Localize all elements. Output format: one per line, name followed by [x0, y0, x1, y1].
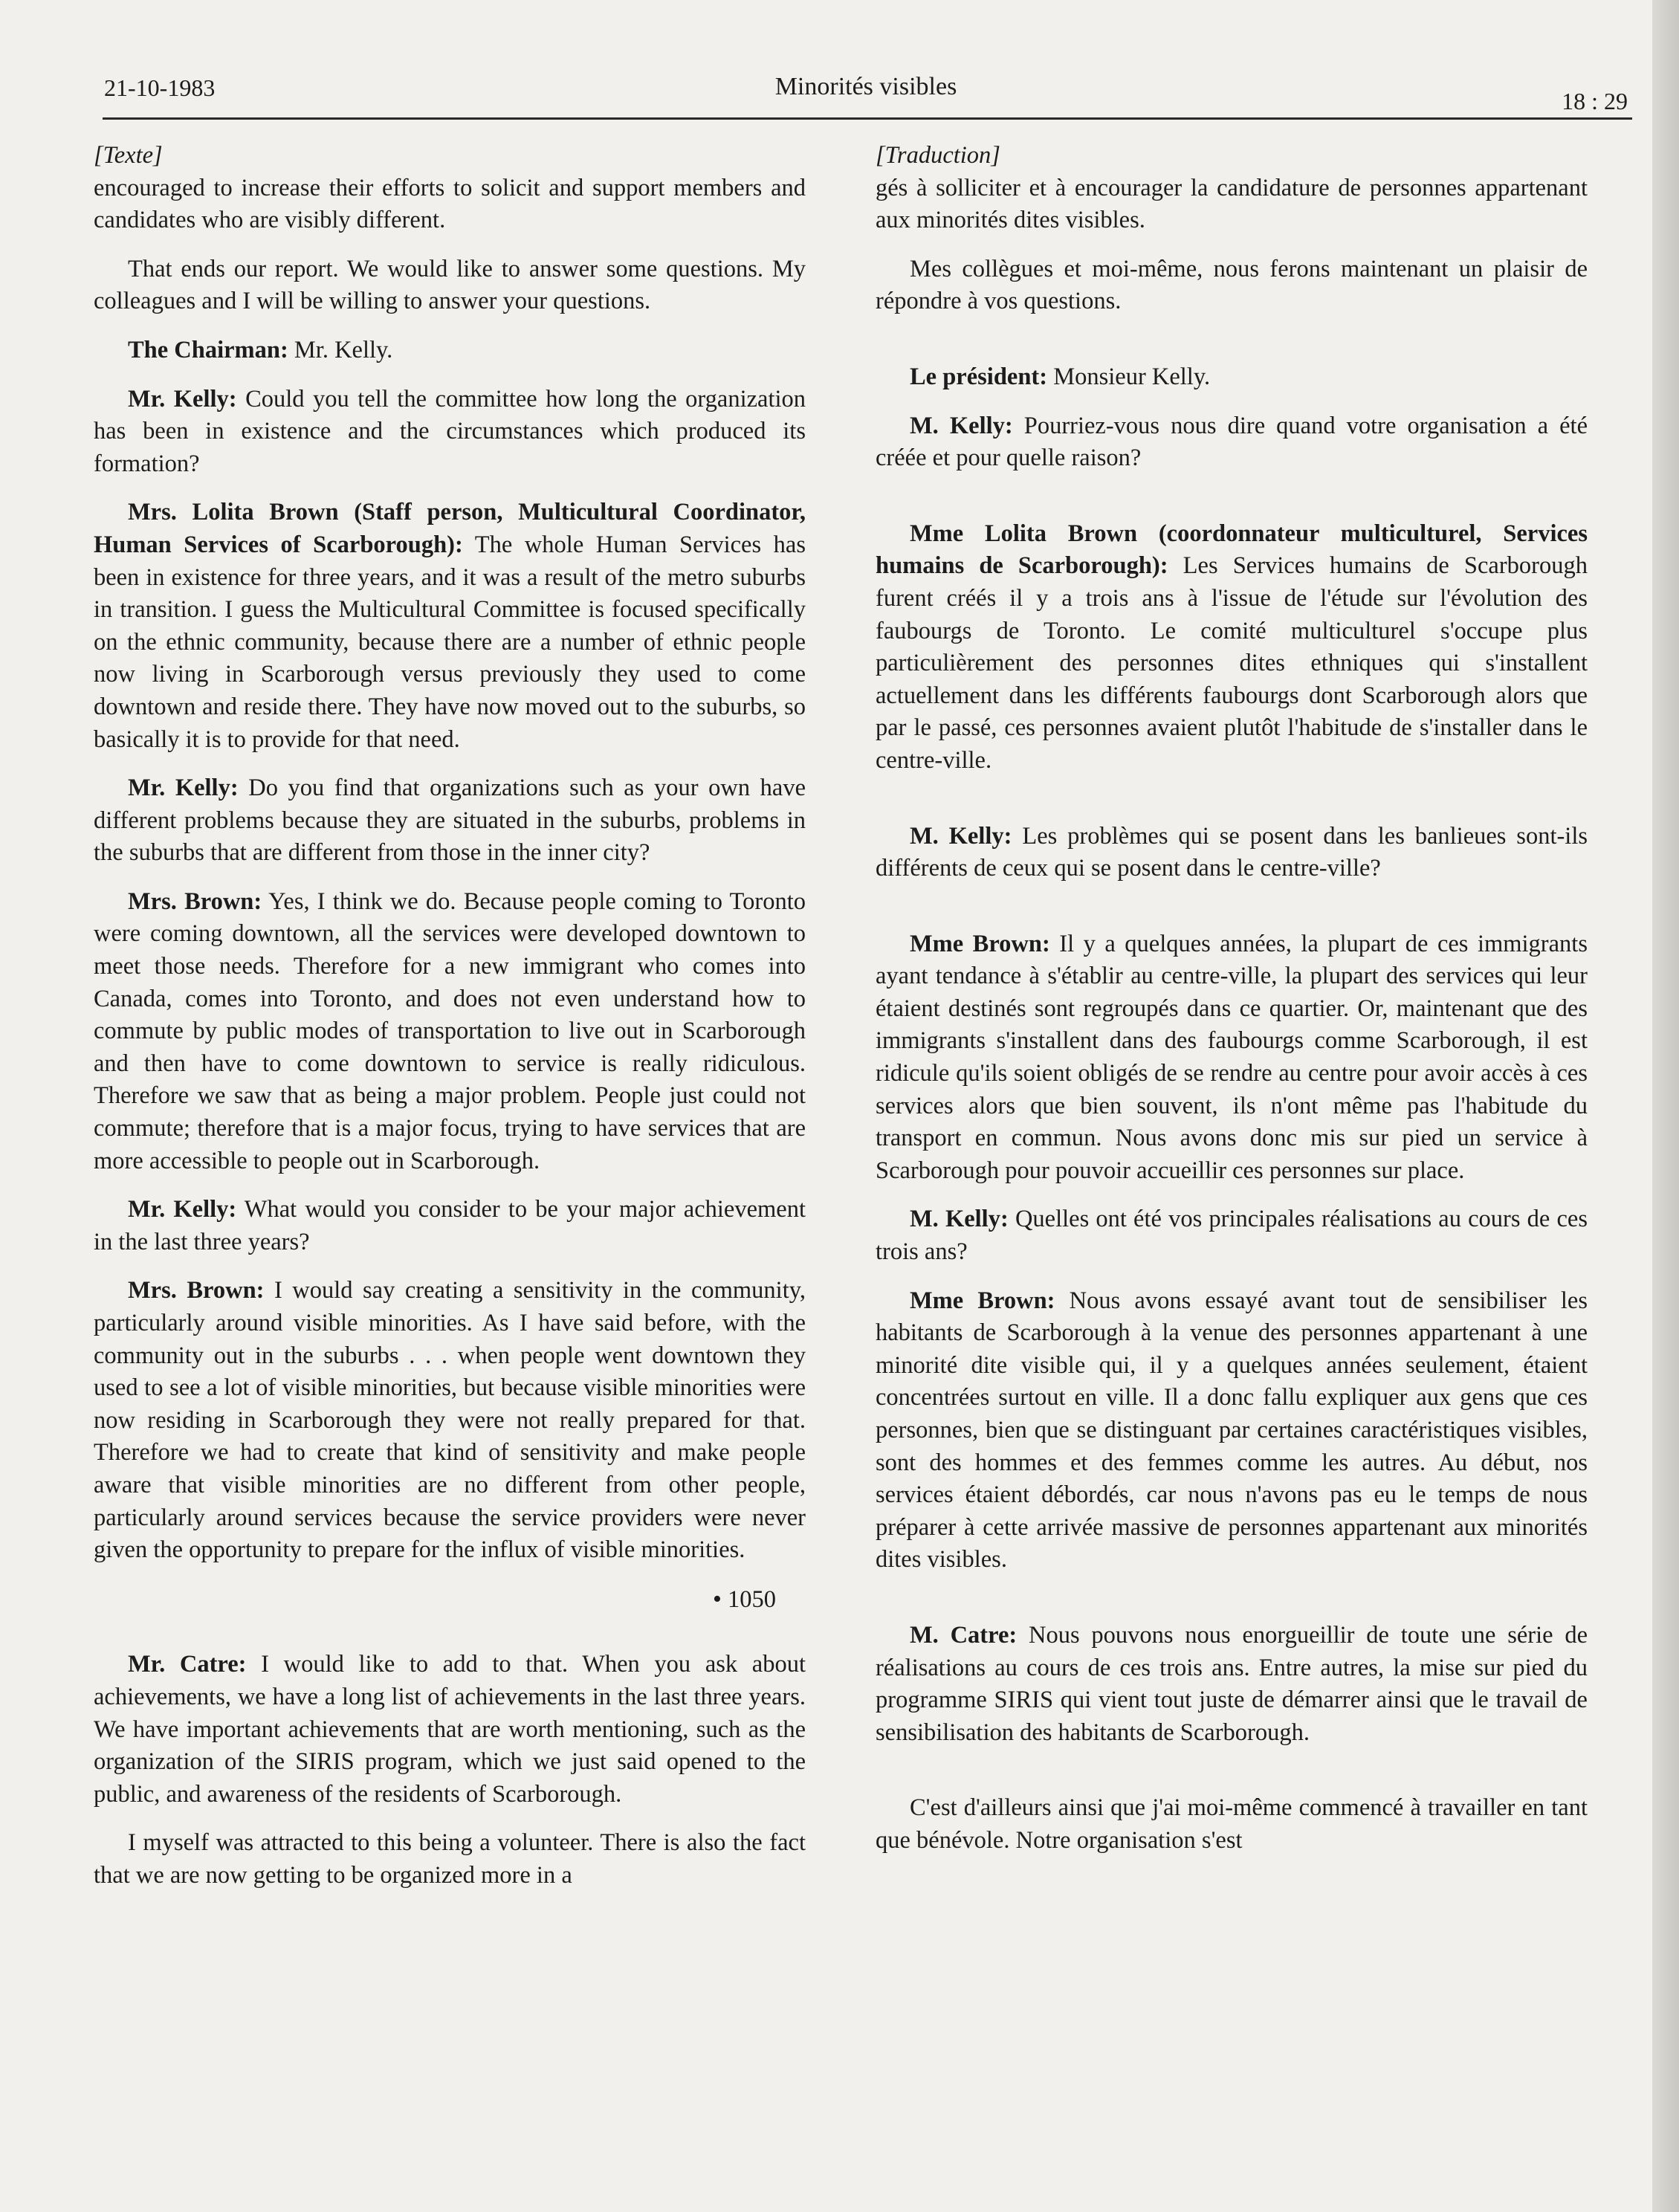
paragraph: Mes collègues et moi-même, nous ferons maintenant un plaisir de répondre à vos questions.: [876, 255, 1588, 315]
column-label: [Texte]: [94, 142, 163, 169]
speaker-name: Mrs. Lolita Brown (Staff person, Multicultural Coordinator, Human Services of Scarborough):: [94, 499, 806, 558]
paragraph: [94, 1649, 806, 1811]
paragraph: [876, 1285, 1588, 1576]
speaker-name: Mr. Kelly:: [128, 1196, 237, 1223]
speech-text: Could you tell the committee how long the organization has been in existence and the circumstances which produced its formation?: [94, 385, 806, 477]
speech-text: I would like to add to that. When you ask about achievements, we have a long list of achievements in the last three years. We have important achievements that are worth mentioning, such as the organization of the SIRIS program, which we just said opened to the public, and awareness of the residents of Scarborough.: [94, 1651, 806, 1808]
speaker-name: M. Kelly:: [910, 1206, 1009, 1233]
speech-text: Quelles ont été vos principales réalisations au cours de ces trois ans?: [876, 1206, 1588, 1266]
paragraph: [94, 1275, 806, 1566]
speaker-name: Mrs. Brown:: [128, 887, 262, 915]
paragraph: [876, 361, 1588, 394]
header-page-number: 18 : 29: [1562, 88, 1628, 114]
time-marker-value: 1050: [728, 1585, 776, 1613]
speaker-name: Le président:: [910, 363, 1048, 390]
bullet-icon: •: [712, 1585, 722, 1613]
english-column: [94, 140, 806, 1909]
header-title: Minorités visibles: [774, 73, 957, 100]
speaker-name: M. Catre:: [910, 1621, 1018, 1649]
speech-text: Les Services humains de Scarborough furent créés il y a trois ans à l'issue de l'étude sur l'évolution des faubourgs de Toronto. Le comité multiculturel s'occupe plus particulièrement des personnes dites ethniques qui s'installent actuellement dans les différents faubourgs dont Scarborough alors que par le passé, ces personnes avaient plutôt l'habitude de s'installer dans le centre-ville.: [876, 552, 1588, 774]
speech-text: Mr. Kelly.: [288, 336, 393, 363]
paragraph: [876, 928, 1588, 1188]
paragraph: [94, 497, 806, 756]
speech-text: Nous pouvons nous enorgueillir de toute une série de réalisations au cours de ces trois ans. Entre autres, la mise sur pied du programme SIRIS qui vient tout juste de démarrer ainsi que le travail de sensibilisation des habitants de Scarborough.: [876, 1621, 1588, 1746]
spacer: [876, 491, 1588, 518]
time-marker: [94, 1583, 776, 1617]
french-column: [876, 140, 1588, 1874]
paragraph: gés à solliciter et à encourager la candidature de personnes appartenant aux minorités dites visibles.: [876, 174, 1588, 234]
speech-text: Il y a quelques années, la plupart de ces immigrants ayant tendance à s'établir au centre-ville, la plupart des services qui leur étaient destinés sont regroupés dans ce quartier. Or, maintenant que des immigrants s'installent dans des faubourgs comme Scarborough, il est ridicule qu'ils soient obligés de se rendre au centre pour avoir accès à ces services alors que bien souvent, ils n'ont même pas l'habitude du transport en commun. Nous avons donc mis sur pied un service à Scarborough pour pouvoir accueillir ces personnes sur place.: [876, 930, 1588, 1184]
speaker-name: Mme Brown:: [910, 930, 1050, 957]
spacer: [876, 794, 1588, 821]
paragraph: That ends our report. We would like to answer some questions. My colleagues and I will be willing to answer your questions.: [94, 255, 806, 315]
speech-text: Nous avons essayé avant tout de sensibiliser les habitants de Scarborough à la venue des personnes appartenant à une minorité dite visible qui, il y a quelques années seulement, étaient concentrées surtout en ville. Il a donc fallu expliquer aux gens que ces personnes, bien que se distinguant par certaines caractéristiques visibles, sont des hommes et des femmes comme les autres. Au début, nos services étaient débordés, car nous n'avons pas eu le temps de nous préparer à cette arrivée massive de personnes appartenant aux minorités dites visibles.: [876, 1287, 1588, 1574]
speech-text: The whole Human Services has been in existence for three years, and it was a result of the metro suburbs in transition. I guess the Multicultural Committee is focused specifically on the ethnic community, because there are a number of ethnic people now living in Scarborough versus previously they used to come downtown and reside there. They have now moved out to the suburbs, so basically it is to provide for that need.: [94, 531, 806, 753]
speaker-name: Mr. Catre:: [128, 1651, 247, 1678]
speech-text: Les problèmes qui se posent dans les banlieues sont-ils différents de ceux qui se posent dans le centre-ville?: [876, 822, 1588, 882]
page-header: [104, 70, 1628, 116]
speech-text: I would say creating a sensitivity in the community, particularly around visible minorities. As I have said before, with the community out in the suburbs . . . when people went downtown they used to see a lot of visible minorities, but because visible minorities were now residing in Scarborough they were not really prepared for that. Therefore we had to create that kind of sensitivity and make people aware that visible minorities are no different from other people, particularly around services because the service providers were never given the opportunity to prepare for the influx of visible minorities.: [94, 1277, 806, 1564]
paragraph: [876, 1620, 1588, 1749]
paragraph: C'est d'ailleurs ainsi que j'ai moi-même commencé à travailler en tant que bénévole. Notre organisation s'est: [876, 1794, 1588, 1854]
speech-text: Do you find that organizations such as your own have different problems because they are situated in the suburbs, problems in the suburbs that are different from those in the inner city?: [94, 774, 806, 867]
speaker-name: Mrs. Brown:: [128, 1277, 265, 1304]
spacer: [876, 1593, 1588, 1620]
speech-text: Monsieur Kelly.: [1047, 363, 1211, 390]
speech-text: What would you consider to be your major achievement in the last three years?: [94, 1196, 806, 1255]
speaker-name: Mr. Kelly:: [128, 774, 239, 802]
paragraph: [876, 410, 1588, 475]
header-date: 21-10-1983: [104, 74, 216, 101]
speaker-name: M. Kelly:: [910, 822, 1012, 850]
speaker-name: Mr. Kelly:: [128, 385, 237, 413]
spacer: [876, 334, 1588, 361]
paragraph: encouraged to increase their efforts to solicit and support members and candidates who are visibly different.: [94, 174, 806, 234]
spacer: [876, 902, 1588, 928]
paragraph: [94, 886, 806, 1177]
speech-text: Yes, I think we do. Because people coming to Toronto were coming downtown, all the services were developed downtown to meet those needs. Therefore for a new immigrant who comes into Canada, comes into Toronto, and does not even understand how to commute by public modes of transportation to live out in Scarborough and then have to come downtown to service is really ridiculous. Therefore we saw that as being a major problem. People just could not commute; therefore that is a major focus, trying to have services that are more accessible to people out in Scarborough.: [94, 887, 806, 1174]
speaker-name: Mme Lolita Brown (coordonnateur multiculturel, Services humains de Scarborough):: [876, 520, 1588, 580]
paragraph: [876, 518, 1588, 777]
speaker-name: The Chairman:: [128, 336, 288, 363]
paragraph: [94, 384, 806, 481]
spacer: [876, 1765, 1588, 1792]
speech-text: Pourriez-vous nous dire quand votre organisation a été créée et pour quelle raison?: [876, 412, 1588, 472]
paragraph: [876, 1203, 1588, 1268]
page-edge-shadow: [1652, 0, 1679, 2212]
speaker-name: Mme Brown:: [910, 1287, 1055, 1314]
column-label: [Traduction]: [876, 142, 1000, 169]
speaker-name: M. Kelly:: [910, 412, 1013, 439]
paragraph: [94, 1194, 806, 1258]
header-rule: [103, 117, 1632, 120]
paragraph: I myself was attracted to this being a volunteer. There is also the fact that we are now getting to be organized more in a: [94, 1829, 806, 1889]
paragraph: [94, 772, 806, 870]
paragraph: [94, 334, 806, 367]
paragraph: [876, 821, 1588, 885]
